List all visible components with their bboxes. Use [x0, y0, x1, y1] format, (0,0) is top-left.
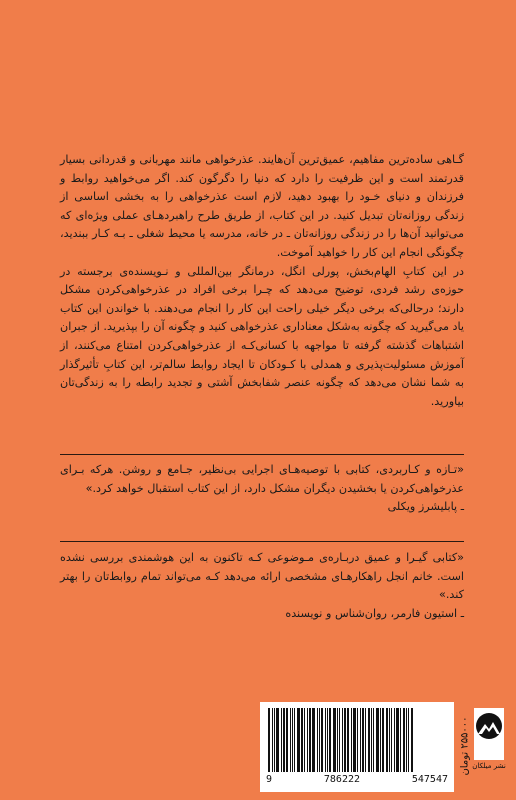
barcode-bar: [406, 708, 407, 772]
barcode-bars: [268, 708, 446, 772]
intro-paragraph: در این کتابِ الهام‌بخش، پورلی انگل، درمانگر بین‌المللی و نـویسنده‌ی برجسته در حوزه‌ی رشد فردی، توضیح می‌دهد که چـرا برخی افراد در عذرخواهی‌کردن مشکل دارند؛ درحالی‌که برخی دیگر خیلی راحت این کار را انجام می‌دهند. با خواندن این کتاب یاد می‌گیرید که چگونه به‌شکل معناداری عذرخواهی کنید و چگونه آن را بپذیرید. از جبران اشتباهات گذشته گرفته تا مواجهه با کسانی‌کـه از عذرخواهی‌کردن امتناع می‌کنند، از آموزش مسئولیت‌پذیری و همدلی با کـودکان تا ایجاد روابط سالم‌تر، این کتابِ تأثیرگذار به شما نشان می‌دهد که چگونه عنصر شفابخش آشتی و تجدید رابطه را به زندگی‌تان بیاورید.: [60, 264, 464, 408]
quote-attribution: ـ پابلیشرز ویکلی: [387, 500, 464, 514]
barcode-bar: [347, 708, 349, 772]
barcode-bar: [301, 708, 303, 772]
divider: [60, 541, 464, 542]
barcode-bar: [283, 708, 285, 772]
barcode-digit-group: 786222: [323, 774, 361, 785]
barcode-bar: [386, 708, 388, 772]
barcode-bar: [317, 708, 318, 772]
barcode-bar: [380, 708, 381, 772]
barcode-digit-group: 9: [266, 774, 273, 785]
intro-text: [60, 151, 464, 411]
barcode-bar: [325, 708, 326, 772]
barcode-bar: [272, 708, 273, 772]
barcode-bar: [389, 708, 390, 772]
quote-text: «کتابی گیـرا و عمیق دربـاره‌ی مـوضوعی کـه تاکنون به این هوشمندی بررسی نشده است. خانم انجل راهکارهـای مشخصی ارائه می‌دهد کـه می‌تواند تمام روابط‌تان را بهتر کند.»: [60, 551, 464, 602]
review-quote: [60, 549, 464, 623]
barcode-bar: [294, 708, 295, 772]
barcode-bar: [286, 708, 288, 772]
barcode-bar: [274, 708, 275, 772]
publisher-logo: [472, 708, 506, 788]
review-quote: [60, 461, 464, 517]
barcode-bar: [411, 708, 413, 772]
price-text: ۲۵۵۰۰۰ تومان: [459, 716, 471, 776]
barcode-bar: [382, 708, 384, 772]
barcode-bar: [391, 708, 392, 772]
barcode-bar: [365, 708, 366, 772]
barcode-bar: [337, 708, 338, 772]
barcode-bar: [304, 708, 305, 772]
mountain-logo-icon: [474, 708, 504, 760]
price-label: [458, 700, 472, 792]
barcode-bar: [312, 708, 315, 772]
barcode-bar: [321, 708, 323, 772]
barcode-bar: [400, 708, 401, 772]
barcode-bar: [276, 708, 279, 772]
publisher-name: نشر میلکان: [472, 762, 506, 770]
divider: [60, 454, 464, 455]
barcode-bar: [309, 708, 311, 772]
isbn-barcode: [260, 702, 454, 792]
barcode-bar: [307, 708, 308, 772]
barcode-bar: [408, 708, 409, 772]
barcode-bar: [329, 708, 331, 772]
barcode-bar: [290, 708, 291, 772]
quote-text: «تـازه و کـاربردی، کتابی با توصیه‌هـای اجرایی بی‌نظیر، جـامع و روشن. هرکه بـرای عذرخواهی‌کردن یا بخشیدن دیگران مشکل دارد، از این کتاب استقبال خواهد کرد.»: [60, 463, 464, 495]
barcode-bar: [342, 708, 343, 772]
barcode-bar: [373, 708, 374, 772]
barcode-bar: [368, 708, 370, 772]
barcode-bar: [333, 708, 336, 772]
barcode-bar: [268, 708, 270, 772]
barcode-bar: [339, 708, 340, 772]
barcode-bar: [281, 708, 282, 772]
barcode-bar: [394, 708, 395, 772]
barcode-bar: [371, 708, 372, 772]
barcode-bar: [360, 708, 361, 772]
barcode-bar: [297, 708, 300, 772]
barcode-number: [260, 774, 454, 785]
barcode-bar: [351, 708, 352, 772]
barcode-bar: [376, 708, 379, 772]
barcode-bar: [344, 708, 346, 772]
barcode-digit-group: 547547: [411, 774, 448, 785]
barcode-bar: [357, 708, 358, 772]
barcode-bar: [396, 708, 399, 772]
barcode-bar: [353, 708, 356, 772]
barcode-bar: [362, 708, 364, 772]
intro-paragraph: گـاهی ساده‌ترین مفاهیم، عمیق‌ترین آن‌هایند. عذرخواهی مانند مهربانی و قدردانی بسیار قدرتمند است و این ظرفیت را دارد که دنیا را دگرگون کند. اگر می‌خواهید روابط و فرزندان و دنیای خـود را بهبود دهید، لازم است عذرخواهی را به بخشی اساسی از زندگی روزانه‌تان تبدیل کنید. در این کتاب، از طریق طرح راهبردهـای عملی ویژه‌ای که می‌توانید آن‌ها را در زندگی روزانه‌تان ـ در خانه، مدرسه یا محیط شغلی ـ بـه کـار ببندید، چگونگی انجام این کار را خواهید آموخت.: [60, 153, 464, 259]
barcode-bar: [319, 708, 320, 772]
barcode-bar: [403, 708, 405, 772]
barcode-bar: [327, 708, 328, 772]
quote-attribution: ـ استیون فارمر، روان‌شناس و نویسنده: [285, 606, 464, 620]
barcode-bar: [292, 708, 293, 772]
